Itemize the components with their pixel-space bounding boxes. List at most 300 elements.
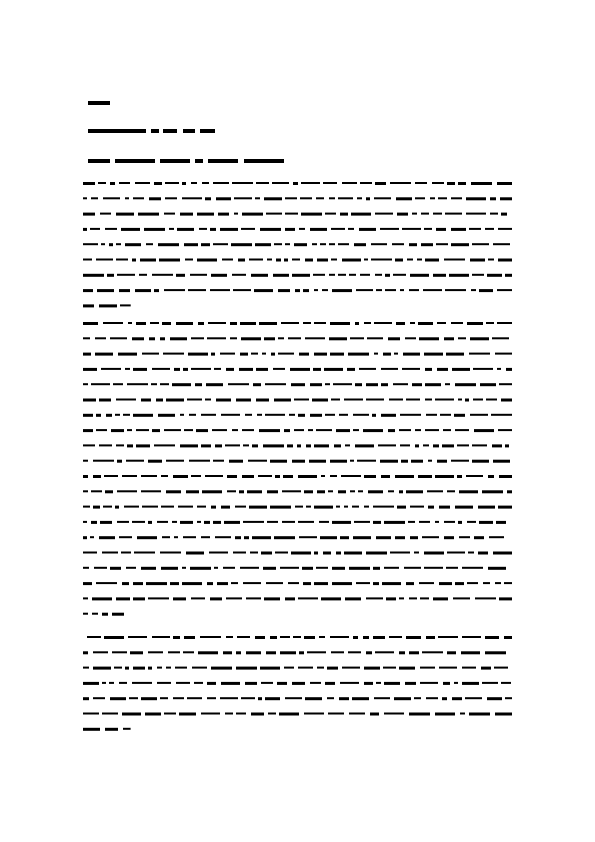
word-glyph bbox=[266, 651, 276, 654]
word-glyph bbox=[83, 259, 92, 261]
word-glyph bbox=[180, 521, 193, 524]
word-glyph bbox=[437, 460, 447, 463]
word-glyph bbox=[492, 337, 509, 339]
word-glyph bbox=[455, 383, 476, 386]
word-glyph bbox=[420, 667, 435, 669]
word-glyph bbox=[159, 259, 180, 262]
word-glyph bbox=[239, 490, 244, 493]
word-glyph bbox=[424, 552, 444, 555]
word-glyph bbox=[430, 197, 435, 199]
word-glyph bbox=[415, 429, 421, 431]
word-glyph bbox=[199, 228, 207, 230]
text-line bbox=[83, 651, 506, 654]
word-glyph bbox=[444, 536, 454, 539]
word-glyph bbox=[480, 383, 496, 386]
word-glyph bbox=[325, 414, 335, 416]
word-glyph bbox=[236, 667, 257, 670]
word-glyph bbox=[122, 713, 141, 716]
word-glyph bbox=[376, 536, 391, 539]
word-glyph bbox=[292, 682, 305, 685]
word-glyph bbox=[381, 383, 388, 386]
word-glyph bbox=[180, 414, 184, 416]
word-glyph bbox=[489, 536, 504, 538]
word-glyph bbox=[134, 552, 155, 554]
word-glyph bbox=[93, 506, 100, 509]
word-glyph bbox=[236, 399, 251, 402]
word-glyph bbox=[506, 368, 512, 371]
word-glyph bbox=[132, 521, 145, 523]
word-glyph bbox=[373, 567, 380, 570]
word-glyph bbox=[173, 697, 184, 699]
word-glyph bbox=[127, 429, 132, 431]
word-glyph bbox=[123, 728, 131, 730]
word-glyph bbox=[355, 322, 359, 325]
word-glyph bbox=[282, 490, 301, 492]
word-glyph bbox=[418, 475, 432, 478]
word-glyph bbox=[436, 243, 448, 245]
word-glyph bbox=[381, 475, 390, 478]
word-glyph bbox=[466, 197, 486, 200]
word-glyph bbox=[112, 651, 127, 653]
word-glyph bbox=[112, 613, 124, 616]
word-glyph bbox=[325, 383, 330, 385]
word-glyph bbox=[339, 697, 349, 700]
word-glyph bbox=[316, 567, 328, 569]
word-glyph bbox=[390, 182, 411, 184]
word-glyph bbox=[499, 383, 512, 385]
word-glyph bbox=[396, 322, 405, 325]
word-glyph bbox=[249, 259, 263, 261]
word-glyph bbox=[344, 506, 348, 508]
word-glyph bbox=[126, 567, 136, 569]
word-glyph bbox=[324, 368, 343, 371]
word-glyph bbox=[458, 521, 462, 524]
word-glyph bbox=[505, 274, 512, 277]
word-glyph bbox=[152, 429, 160, 432]
word-glyph bbox=[282, 521, 295, 523]
word-glyph bbox=[182, 197, 202, 199]
word-glyph bbox=[222, 259, 233, 261]
word-glyph bbox=[327, 667, 338, 670]
word-glyph bbox=[125, 667, 129, 670]
word-glyph bbox=[313, 368, 321, 371]
text-line bbox=[83, 182, 512, 185]
word-glyph bbox=[184, 243, 198, 246]
word-glyph bbox=[195, 383, 202, 386]
word-glyph bbox=[364, 259, 368, 261]
word-glyph bbox=[278, 353, 294, 355]
word-glyph bbox=[158, 243, 179, 246]
word-glyph bbox=[312, 243, 317, 245]
word-glyph bbox=[418, 322, 433, 325]
word-glyph bbox=[83, 475, 88, 478]
word-glyph bbox=[292, 259, 300, 261]
word-glyph bbox=[415, 197, 425, 199]
word-glyph bbox=[356, 582, 370, 584]
word-glyph bbox=[331, 259, 337, 261]
word-glyph bbox=[363, 636, 369, 639]
word-glyph bbox=[172, 383, 191, 386]
word-glyph bbox=[152, 368, 170, 370]
word-glyph bbox=[330, 322, 350, 325]
word-glyph bbox=[133, 414, 153, 417]
word-glyph bbox=[392, 243, 404, 245]
word-glyph bbox=[83, 243, 98, 245]
word-glyph bbox=[357, 197, 362, 199]
word-glyph bbox=[235, 536, 241, 539]
word-glyph bbox=[226, 597, 242, 599]
word-glyph bbox=[236, 713, 246, 715]
word-glyph bbox=[291, 383, 305, 386]
word-glyph bbox=[106, 414, 112, 417]
word-glyph bbox=[447, 651, 456, 654]
word-glyph bbox=[125, 243, 141, 246]
word-glyph bbox=[385, 274, 390, 277]
word-glyph bbox=[388, 429, 395, 432]
word-glyph bbox=[214, 567, 218, 569]
word-glyph bbox=[197, 506, 206, 508]
word-glyph bbox=[298, 667, 313, 669]
word-glyph bbox=[488, 259, 494, 261]
word-glyph bbox=[298, 475, 317, 478]
word-glyph bbox=[152, 636, 170, 638]
word-glyph bbox=[330, 636, 349, 638]
word-glyph bbox=[191, 597, 205, 599]
word-glyph bbox=[133, 197, 144, 199]
text-line bbox=[83, 506, 512, 509]
word-glyph bbox=[210, 228, 216, 231]
word-glyph bbox=[257, 414, 262, 416]
word-glyph bbox=[348, 651, 361, 653]
word-glyph bbox=[449, 274, 469, 277]
word-glyph bbox=[223, 567, 235, 569]
word-glyph bbox=[504, 636, 512, 639]
word-glyph bbox=[213, 521, 221, 524]
word-glyph bbox=[160, 697, 168, 699]
word-glyph bbox=[338, 243, 349, 245]
word-glyph bbox=[328, 490, 333, 492]
word-glyph bbox=[485, 651, 506, 654]
word-glyph bbox=[375, 274, 382, 276]
text-line bbox=[83, 399, 512, 402]
word-glyph bbox=[397, 213, 408, 216]
word-glyph bbox=[172, 521, 177, 523]
word-glyph bbox=[433, 213, 442, 215]
word-glyph bbox=[442, 444, 454, 447]
word-glyph bbox=[83, 506, 90, 508]
word-glyph bbox=[224, 521, 240, 524]
word-glyph bbox=[501, 213, 507, 216]
word-glyph bbox=[264, 337, 275, 340]
word-glyph bbox=[144, 228, 165, 231]
text-line bbox=[83, 444, 509, 447]
word-glyph bbox=[310, 228, 327, 231]
word-glyph bbox=[92, 613, 98, 615]
word-glyph bbox=[191, 337, 204, 339]
word-glyph bbox=[329, 243, 335, 245]
word-glyph bbox=[246, 597, 261, 599]
word-glyph bbox=[352, 697, 369, 700]
word-glyph bbox=[308, 429, 313, 431]
word-glyph bbox=[317, 490, 325, 493]
word-glyph bbox=[332, 521, 351, 524]
word-glyph bbox=[141, 475, 157, 477]
word-glyph bbox=[110, 697, 126, 700]
word-glyph bbox=[355, 444, 374, 447]
word-glyph bbox=[336, 506, 340, 508]
word-glyph bbox=[317, 259, 328, 262]
word-glyph bbox=[164, 289, 185, 291]
word-glyph bbox=[294, 399, 309, 401]
text-line bbox=[83, 460, 510, 463]
text-line bbox=[83, 682, 511, 685]
word-glyph bbox=[303, 582, 311, 585]
word-glyph bbox=[467, 582, 478, 584]
word-glyph bbox=[396, 197, 412, 200]
word-glyph bbox=[445, 213, 462, 215]
word-glyph bbox=[83, 274, 104, 277]
word-glyph bbox=[216, 197, 231, 200]
word-glyph bbox=[231, 243, 252, 246]
word-glyph bbox=[263, 444, 284, 447]
word-glyph bbox=[99, 536, 115, 539]
word-glyph bbox=[220, 228, 238, 231]
word-glyph bbox=[207, 697, 216, 699]
word-glyph bbox=[83, 399, 96, 402]
word-glyph bbox=[285, 243, 290, 245]
word-glyph bbox=[340, 536, 349, 539]
word-glyph bbox=[101, 368, 121, 370]
word-glyph bbox=[348, 228, 354, 230]
word-glyph bbox=[421, 213, 429, 215]
text-line bbox=[83, 613, 124, 616]
word-glyph bbox=[117, 490, 137, 492]
word-glyph bbox=[189, 460, 210, 462]
word-glyph bbox=[424, 353, 443, 356]
word-glyph bbox=[239, 368, 253, 371]
word-glyph bbox=[472, 444, 487, 446]
word-glyph bbox=[266, 213, 282, 215]
word-glyph bbox=[425, 368, 432, 371]
word-glyph bbox=[83, 182, 95, 185]
word-glyph bbox=[102, 613, 108, 616]
word-glyph bbox=[250, 552, 258, 554]
word-glyph bbox=[420, 682, 438, 684]
word-glyph bbox=[306, 506, 311, 508]
word-glyph bbox=[460, 713, 465, 715]
word-glyph bbox=[100, 521, 112, 524]
word-glyph bbox=[451, 228, 466, 231]
word-glyph bbox=[243, 582, 261, 584]
word-glyph bbox=[119, 536, 132, 538]
word-glyph bbox=[83, 414, 93, 417]
word-glyph bbox=[117, 274, 135, 276]
word-glyph bbox=[455, 582, 464, 585]
word-glyph bbox=[83, 460, 88, 462]
word-glyph bbox=[301, 213, 322, 216]
word-glyph bbox=[274, 536, 295, 539]
word-glyph bbox=[185, 259, 193, 261]
word-glyph bbox=[110, 337, 127, 339]
word-glyph bbox=[303, 289, 309, 292]
word-glyph bbox=[133, 368, 147, 371]
word-glyph bbox=[366, 651, 372, 654]
word-glyph bbox=[364, 667, 380, 670]
word-glyph bbox=[201, 444, 211, 447]
word-glyph bbox=[211, 274, 227, 277]
word-glyph bbox=[136, 444, 150, 447]
word-glyph bbox=[433, 444, 439, 447]
word-glyph bbox=[232, 429, 238, 431]
word-glyph bbox=[384, 521, 405, 524]
word-glyph bbox=[211, 667, 232, 670]
word-glyph bbox=[107, 274, 114, 277]
word-glyph bbox=[433, 597, 448, 600]
word-glyph bbox=[443, 429, 451, 431]
word-glyph bbox=[212, 429, 227, 431]
word-glyph bbox=[342, 259, 361, 262]
word-glyph bbox=[83, 651, 88, 654]
word-glyph bbox=[146, 243, 153, 245]
word-glyph bbox=[103, 506, 112, 508]
word-glyph bbox=[467, 322, 483, 325]
word-glyph bbox=[207, 337, 226, 339]
word-glyph bbox=[402, 228, 421, 230]
word-glyph bbox=[399, 490, 403, 493]
word-glyph bbox=[338, 274, 346, 276]
word-glyph bbox=[110, 567, 121, 570]
word-glyph bbox=[345, 444, 350, 446]
word-glyph bbox=[458, 182, 466, 185]
word-glyph bbox=[160, 552, 181, 554]
word-glyph bbox=[350, 337, 364, 339]
word-glyph bbox=[433, 274, 446, 277]
word-glyph bbox=[444, 337, 454, 340]
word-glyph bbox=[116, 597, 130, 600]
word-glyph bbox=[367, 337, 383, 339]
word-glyph bbox=[376, 289, 382, 291]
word-glyph bbox=[262, 353, 266, 355]
word-glyph bbox=[220, 353, 235, 355]
word-glyph bbox=[375, 182, 386, 185]
word-glyph bbox=[242, 213, 263, 216]
word-glyph bbox=[364, 682, 373, 685]
word-glyph bbox=[140, 259, 156, 262]
word-glyph bbox=[321, 597, 341, 600]
word-glyph bbox=[447, 182, 455, 185]
word-glyph bbox=[197, 213, 214, 216]
word-glyph bbox=[366, 399, 384, 401]
word-glyph bbox=[490, 197, 496, 200]
word-glyph bbox=[305, 697, 322, 700]
word-glyph bbox=[342, 667, 360, 669]
word-glyph bbox=[205, 475, 223, 477]
word-glyph bbox=[325, 213, 336, 215]
word-glyph bbox=[141, 399, 151, 402]
word-glyph bbox=[446, 567, 458, 569]
word-glyph bbox=[336, 429, 350, 432]
word-glyph bbox=[435, 521, 439, 523]
word-glyph bbox=[198, 651, 218, 654]
word-glyph bbox=[415, 182, 427, 184]
word-glyph bbox=[196, 429, 208, 432]
word-glyph bbox=[468, 552, 474, 554]
word-glyph bbox=[251, 713, 264, 716]
word-glyph bbox=[297, 444, 301, 447]
word-glyph bbox=[210, 597, 222, 600]
word-glyph bbox=[455, 506, 473, 509]
word-glyph bbox=[465, 399, 469, 402]
word-glyph bbox=[348, 353, 369, 356]
word-glyph bbox=[83, 597, 88, 599]
word-glyph bbox=[375, 651, 394, 653]
word-glyph bbox=[183, 651, 194, 653]
word-glyph bbox=[136, 429, 149, 431]
word-glyph bbox=[231, 582, 238, 584]
word-glyph bbox=[194, 682, 203, 684]
word-glyph bbox=[173, 475, 188, 478]
word-glyph bbox=[242, 475, 254, 478]
word-glyph bbox=[102, 552, 118, 554]
word-glyph bbox=[371, 243, 387, 245]
word-glyph bbox=[376, 682, 381, 684]
word-glyph bbox=[507, 490, 512, 493]
word-glyph bbox=[161, 506, 174, 508]
word-glyph bbox=[366, 197, 370, 200]
word-glyph bbox=[259, 322, 277, 325]
word-glyph bbox=[485, 228, 494, 230]
word-glyph bbox=[276, 259, 281, 262]
word-glyph bbox=[439, 582, 452, 585]
word-glyph bbox=[119, 682, 127, 684]
word-glyph bbox=[83, 289, 93, 292]
word-glyph bbox=[428, 460, 432, 462]
word-glyph bbox=[423, 444, 429, 446]
word-glyph bbox=[314, 506, 333, 509]
word-glyph bbox=[145, 713, 161, 716]
word-glyph bbox=[442, 697, 447, 700]
word-glyph bbox=[329, 197, 335, 199]
word-glyph bbox=[393, 274, 406, 276]
word-glyph bbox=[210, 289, 230, 291]
word-glyph bbox=[198, 322, 204, 325]
word-glyph bbox=[360, 182, 372, 184]
word-glyph bbox=[322, 289, 328, 291]
word-glyph bbox=[132, 682, 152, 684]
word-glyph bbox=[366, 552, 387, 555]
word-glyph bbox=[156, 399, 163, 402]
word-glyph bbox=[267, 259, 272, 261]
word-glyph bbox=[182, 182, 186, 185]
word-glyph bbox=[471, 289, 476, 291]
word-glyph bbox=[157, 667, 162, 669]
word-glyph bbox=[314, 322, 326, 324]
word-glyph bbox=[344, 399, 363, 401]
word-glyph bbox=[216, 399, 231, 402]
word-glyph bbox=[354, 243, 366, 246]
word-glyph bbox=[336, 552, 341, 555]
word-glyph bbox=[275, 475, 280, 478]
word-glyph bbox=[132, 259, 136, 262]
text-line bbox=[83, 337, 509, 340]
word-glyph bbox=[161, 475, 168, 477]
word-glyph bbox=[303, 322, 311, 324]
text-line bbox=[83, 567, 506, 570]
word-glyph bbox=[383, 353, 391, 356]
word-glyph bbox=[293, 636, 301, 638]
word-glyph bbox=[341, 475, 361, 477]
word-glyph bbox=[225, 713, 233, 715]
